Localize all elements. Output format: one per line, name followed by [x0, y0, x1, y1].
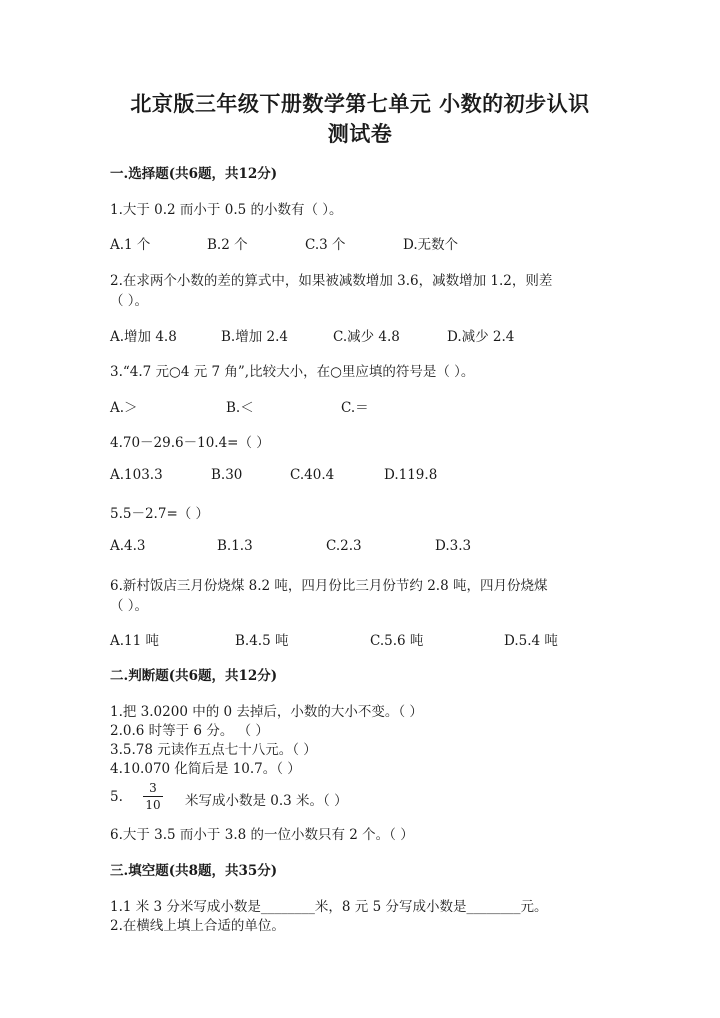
q5-option-b: B.1.3: [217, 538, 253, 554]
q5-option-c: C.2.3: [326, 538, 362, 554]
q2-text-line1: 2.在求两个小数的差的算式中，如果被减数增加 3.6，减数增加 1.2，则差: [110, 273, 553, 289]
judge-item-5-text: 米写成小数是 0.3 米。（ ）: [185, 793, 348, 809]
q2-option-a: A.增加 4.8: [110, 329, 177, 345]
q2-option-b: B.增加 2.4: [221, 329, 288, 345]
q4-option-a: A.103.3: [110, 467, 163, 483]
q1-text: 1.大于 0.2 而小于 0.5 的小数有（ ）。: [110, 202, 343, 218]
q6-text-line2: （ ）。: [110, 598, 149, 614]
q5-text: 5.5－2.7=（ ）: [110, 506, 210, 522]
judge-item-1: 1.把 3.0200 中的 0 去掉后，小数的大小不变。（ ）: [110, 704, 423, 720]
section3-heading: 三.填空题(共8题，共35分): [110, 863, 278, 879]
q6-option-a: A.11 吨: [110, 633, 160, 649]
q2-option-d: D.减少 2.4: [447, 329, 515, 345]
judge-item-3: 3.5.78 元读作五点七十八元。（ ）: [110, 742, 317, 758]
q6-option-d: D.5.4 吨: [504, 633, 558, 649]
judge-item-5-prefix: 5.: [110, 789, 123, 805]
judge-item-6: 6.大于 3.5 而小于 3.8 的一位小数只有 2 个。（ ）: [110, 827, 414, 843]
fill-item-1: 1.1 米 3 分米写成小数是________米，8 元 5 分写成小数是________元。: [110, 899, 548, 915]
fill-item-2: 2.在横线上填上合适的单位。: [110, 918, 285, 934]
q6-text-line1: 6.新村饭店三月份烧煤 8.2 吨，四月份比三月份节约 2.8 吨，四月份烧煤: [110, 578, 548, 594]
fraction-numerator: 3: [143, 781, 163, 797]
q5-option-a: A.4.3: [110, 538, 146, 554]
exam-title-line1: 北京版三年级下册数学第七单元 小数的初步认识: [130, 91, 590, 116]
q4-text: 4.70－29.6－10.4=（ ）: [110, 435, 270, 451]
judge-item-4: 4.10.070 化简后是 10.7。（ ）: [110, 761, 301, 777]
fraction-denominator: 10: [145, 798, 161, 812]
section1-heading: 一.选择题(共6题，共12分): [110, 166, 278, 182]
section2-heading: 二.判断题(共6题，共12分): [110, 668, 278, 684]
q3-option-a: A.＞: [110, 400, 138, 416]
q1-option-c: C.3 个: [305, 237, 346, 253]
exam-title-line2: 测试卷: [327, 121, 393, 146]
q6-option-c: C.5.6 吨: [370, 633, 424, 649]
q2-option-c: C.减少 4.8: [333, 329, 400, 345]
q5-option-d: D.3.3: [435, 538, 472, 554]
q1-option-d: D.无数个: [403, 237, 459, 253]
q4-option-c: C.40.4: [290, 467, 335, 483]
q3-option-c: C.＝: [341, 400, 369, 416]
q3-option-b: B.＜: [226, 400, 254, 416]
fraction-three-tenths: [143, 781, 163, 812]
q4-option-b: B.30: [211, 467, 243, 483]
q1-option-b: B.2 个: [207, 237, 248, 253]
q1-option-a: A.1 个: [110, 237, 151, 253]
q2-text-line2: （ ）。: [110, 293, 149, 309]
q3-text: 3.“4.7 元○4 元 7 角”,比较大小，在○里应填的符号是（ ）。: [110, 364, 475, 380]
q4-option-d: D.119.8: [384, 467, 438, 483]
judge-item-2: 2.0.6 时等于 6 分。 （ ）: [110, 723, 269, 739]
q6-option-b: B.4.5 吨: [235, 633, 289, 649]
